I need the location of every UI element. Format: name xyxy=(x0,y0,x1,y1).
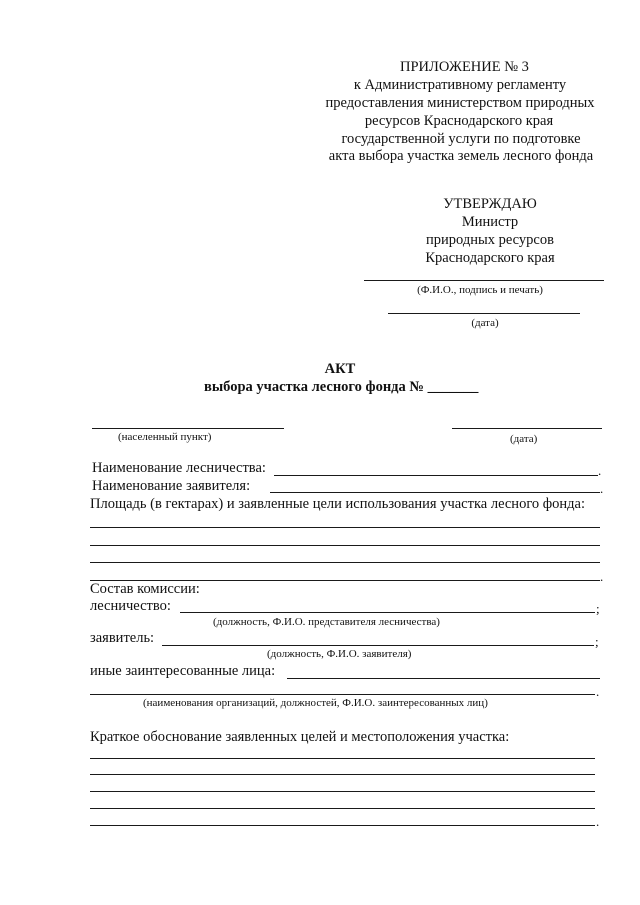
signature-line xyxy=(364,280,604,281)
commission-others-field-2[interactable] xyxy=(90,694,595,695)
commission-applicant-caption: (должность, Ф.И.О. заявителя) xyxy=(267,648,412,660)
forestry-name-period: . xyxy=(598,463,602,478)
area-purpose-label: Площадь (в гектарах) и заявленные цели использования участка лесного фонда: xyxy=(90,496,586,512)
commission-others-period: . xyxy=(596,684,600,699)
commission-applicant-semicolon: ; xyxy=(595,634,599,649)
commission-others-field-1[interactable] xyxy=(287,678,600,679)
justification-label: Краткое обоснование заявленных целей и местоположения участка: xyxy=(90,729,510,745)
approval-line: Министр xyxy=(461,214,519,230)
commission-heading: Состав комиссии: xyxy=(90,581,200,597)
date-line xyxy=(452,428,602,429)
signature-caption: (Ф.И.О., подпись и печать) xyxy=(417,284,543,296)
act-subtitle: выбора участка лесного фонда № _______ xyxy=(204,379,479,395)
appendix-line: государственной услуги по подготовке xyxy=(341,131,581,147)
appendix-line: акта выбора участка земель лесного фонда xyxy=(328,148,594,164)
area-purpose-field-2[interactable] xyxy=(90,545,600,546)
date-caption: (дата) xyxy=(510,433,538,445)
approval-line: Краснодарского края xyxy=(425,250,555,266)
appendix-title: ПРИЛОЖЕНИЕ № 3 xyxy=(400,59,529,75)
justification-field-2[interactable] xyxy=(90,774,595,775)
place-caption: (населенный пункт) xyxy=(118,431,212,443)
commission-applicant-label: заявитель: xyxy=(90,630,155,646)
approval-line: природных ресурсов xyxy=(426,232,554,248)
commission-forestry-label: лесничество: xyxy=(90,598,171,614)
forestry-name-field[interactable] xyxy=(274,475,598,476)
appendix-line: к Административному регламенту xyxy=(353,77,567,93)
commission-others-label: иные заинтересованные лица: xyxy=(90,663,276,679)
justification-field-3[interactable] xyxy=(90,791,595,792)
commission-applicant-field[interactable] xyxy=(162,645,594,646)
place-line xyxy=(92,428,284,429)
act-title: АКТ xyxy=(324,361,356,377)
applicant-name-field[interactable] xyxy=(270,492,600,493)
commission-forestry-caption: (должность, Ф.И.О. представителя лесничества) xyxy=(213,616,440,628)
commission-others-caption: (наименования организаций, должностей, Ф.И.О. заинтересованных лиц) xyxy=(143,697,488,709)
area-purpose-field-1[interactable] xyxy=(90,527,600,528)
justification-period: . xyxy=(596,814,600,829)
applicant-name-label: Наименование заявителя: xyxy=(92,478,251,494)
applicant-name-period: . xyxy=(600,481,604,496)
approval-date-caption: (дата) xyxy=(471,317,499,329)
commission-forestry-field[interactable] xyxy=(180,612,595,613)
area-purpose-period: . xyxy=(600,569,604,584)
appendix-line: предоставления министерством природных xyxy=(325,95,595,111)
area-purpose-field-3[interactable] xyxy=(90,562,600,563)
forestry-name-label: Наименование лесничества: xyxy=(92,460,266,476)
appendix-line: ресурсов Краснодарского края xyxy=(364,113,554,129)
justification-field-4[interactable] xyxy=(90,808,595,809)
justification-field-5[interactable] xyxy=(90,825,595,826)
approval-date-line xyxy=(388,313,580,314)
justification-field-1[interactable] xyxy=(90,758,595,759)
commission-forestry-semicolon: ; xyxy=(596,601,600,616)
approval-heading: УТВЕРЖДАЮ xyxy=(443,196,537,212)
